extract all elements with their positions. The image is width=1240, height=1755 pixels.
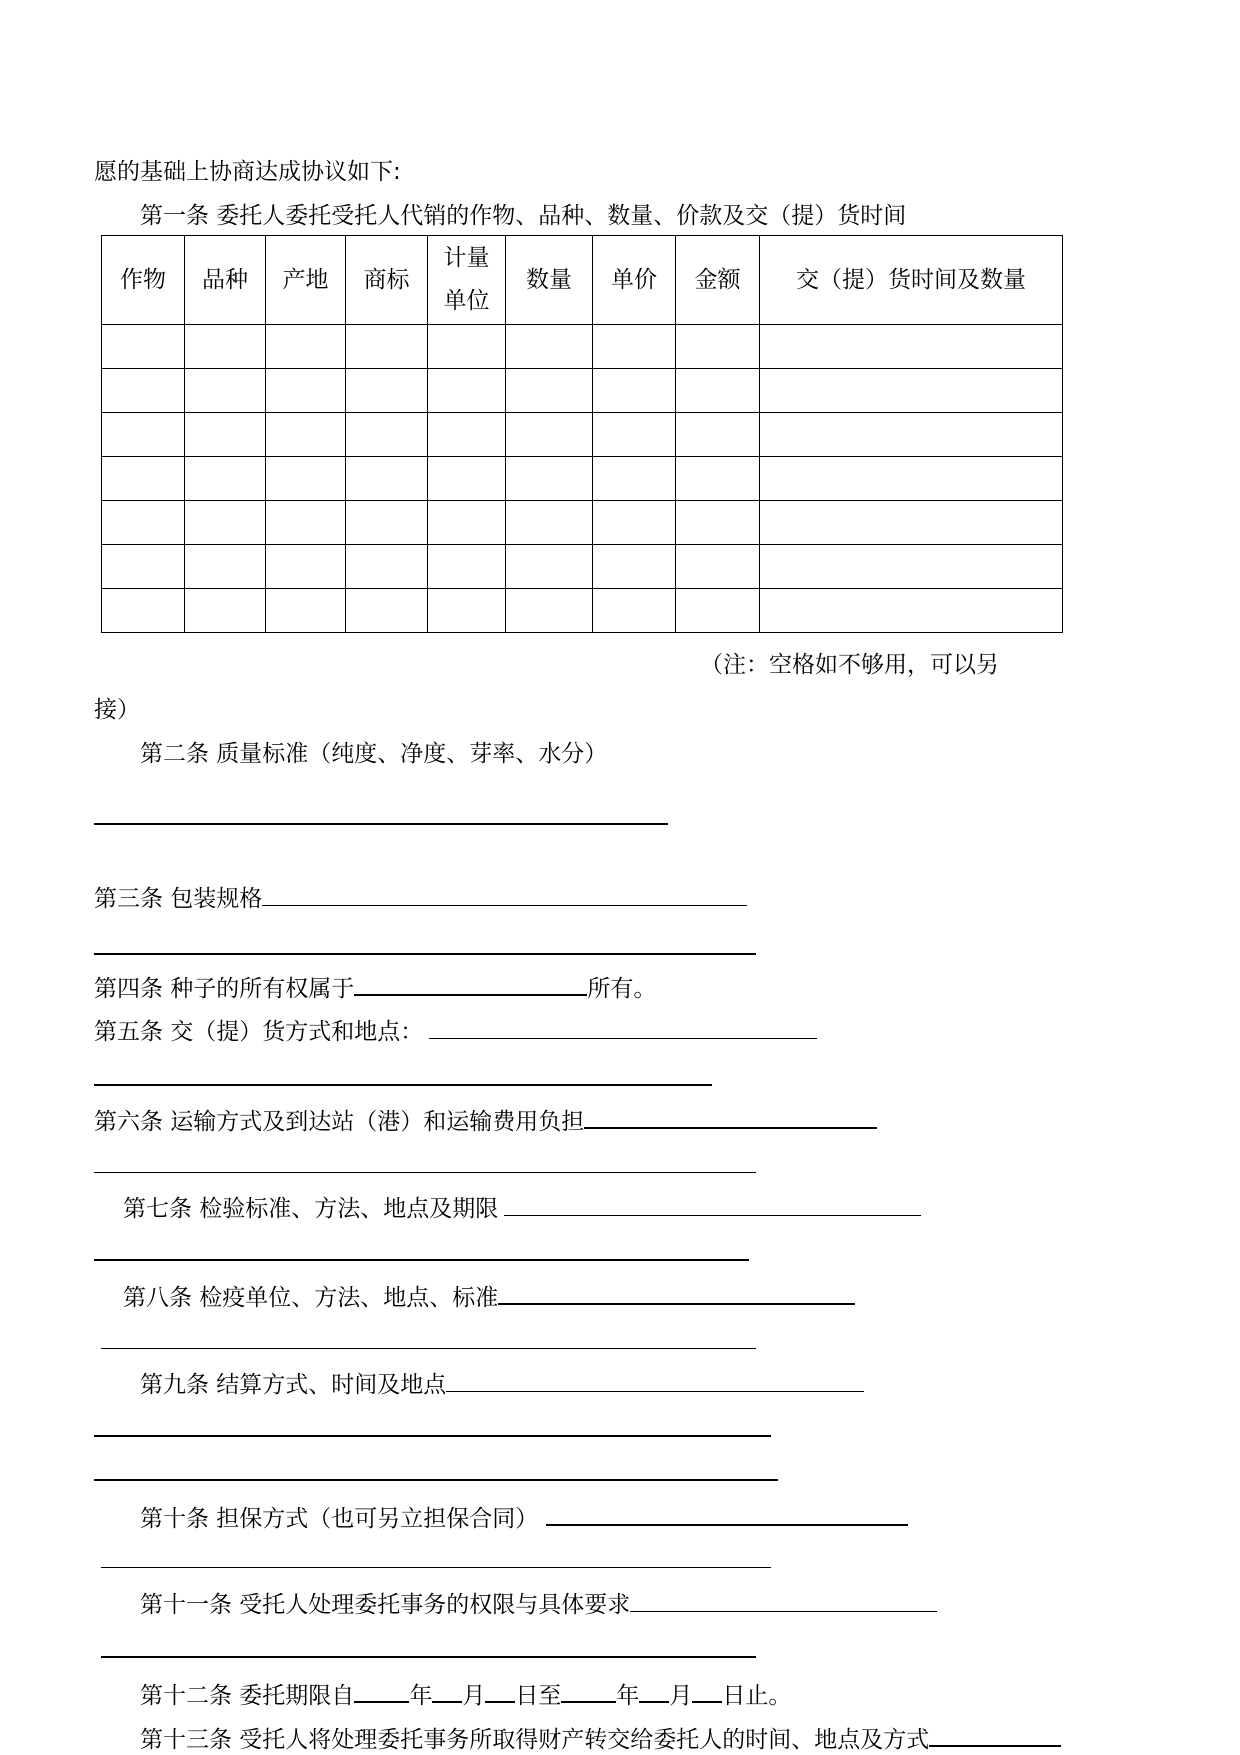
table-cell[interactable] [266,413,346,457]
article-2-heading: 第二条 质量标准（纯度、净度、芽率、水分） [140,741,608,767]
table-cell[interactable] [266,369,346,413]
article-3-fill-line[interactable] [94,953,756,955]
article-4-label: 第四条 种子的所有权属于 [94,976,355,1002]
article-6-line [94,1105,877,1137]
table-cell[interactable] [676,413,760,457]
end-day-label: 日止。 [722,1683,792,1709]
end-year-label: 年 [616,1683,640,1709]
article-6-blank[interactable] [584,1105,877,1129]
note-part-2: 接） [94,697,140,723]
article-7-blank[interactable] [504,1193,921,1216]
table-cell[interactable] [506,369,593,413]
table-cell[interactable] [102,501,185,545]
article-9-label: 第九条 结算方式、时间及地点 [140,1372,447,1398]
header-crop: 作物 [102,236,185,325]
table-cell[interactable] [506,545,593,589]
table-cell[interactable] [346,545,428,589]
article-4-suffix: 所有。 [587,976,657,1002]
header-brand: 商标 [346,236,428,325]
header-quantity: 数量 [506,236,593,325]
table-row [102,545,1063,589]
article-12-prefix: 第十二条 委托期限自 [140,1683,355,1709]
article-11-line [140,1589,937,1620]
header-amount: 金额 [676,236,760,325]
table-cell[interactable] [346,501,428,545]
table-cell[interactable] [676,501,760,545]
article-13-label: 第十三条 受托人将处理委托事务所取得财产转交给委托人的时间、地点及方式 [140,1727,930,1753]
table-cell[interactable] [506,325,593,369]
article-5-fill-line[interactable] [94,1084,712,1086]
table-cell[interactable] [593,545,676,589]
table-cell[interactable] [102,413,185,457]
table-row [102,501,1063,545]
table-cell[interactable] [185,545,266,589]
article-8-fill-line[interactable] [101,1348,756,1349]
table-cell[interactable] [266,325,346,369]
table-cell[interactable] [760,413,1063,457]
table-cell[interactable] [102,545,185,589]
article-8-blank[interactable] [498,1281,855,1305]
table-cell[interactable] [266,589,346,633]
article-10-label: 第十条 担保方式（也可另立担保合同） [140,1506,539,1532]
article-10-fill-line[interactable] [101,1567,771,1568]
table-cell[interactable] [185,589,266,633]
end-year-blank[interactable] [561,1679,616,1703]
article-9-blank[interactable] [446,1369,864,1392]
start-year-blank[interactable] [354,1679,409,1703]
article-10-blank[interactable] [546,1502,908,1526]
table-cell[interactable] [593,413,676,457]
table-cell[interactable] [506,413,593,457]
table-cell[interactable] [102,457,185,501]
article-12-line [140,1679,791,1711]
table-cell[interactable] [760,369,1063,413]
article-13-line [140,1723,1061,1755]
article-8-line [123,1281,855,1313]
table-cell[interactable] [428,457,506,501]
table-cell[interactable] [760,545,1063,589]
article-9-fill-line-1[interactable] [94,1435,771,1437]
table-cell[interactable] [593,369,676,413]
end-day-blank[interactable] [692,1679,722,1703]
table-cell[interactable] [506,457,593,501]
article-1-heading: 第一条 委托人委托受托人代销的作物、品种、数量、价款及交（提）货时间 [140,203,907,229]
table-cell[interactable] [506,501,593,545]
table-cell[interactable] [266,501,346,545]
table-cell[interactable] [102,589,185,633]
table-cell[interactable] [346,413,428,457]
table-row [102,325,1063,369]
table-cell[interactable] [185,457,266,501]
table-row [102,413,1063,457]
table-cell[interactable] [102,325,185,369]
table-cell[interactable] [428,545,506,589]
article-2-fill-line[interactable] [94,823,668,825]
table-cell[interactable] [346,457,428,501]
table-cell[interactable] [428,369,506,413]
article-3-label: 第三条 包装规格 [94,886,263,912]
article-5-line [94,1016,817,1047]
article-5-label: 第五条 交（提）货方式和地点： [94,1019,424,1045]
table-cell[interactable] [676,545,760,589]
header-unit-line2: 单位 [443,288,490,314]
table-cell[interactable] [676,589,760,633]
article-3-blank[interactable] [262,883,747,906]
article-5-blank[interactable] [429,1016,817,1039]
table-cell[interactable] [676,457,760,501]
table-cell[interactable] [346,325,428,369]
table-cell[interactable] [428,413,506,457]
table-cell[interactable] [266,545,346,589]
header-unit [428,236,506,325]
note-part-1: （注：空格如不够用，可以另 [700,652,999,678]
article-9-fill-line-2[interactable] [94,1479,778,1481]
article-3-line [94,883,747,914]
table-row [102,369,1063,413]
table-cell[interactable] [428,325,506,369]
table-cell[interactable] [102,369,185,413]
table-cell[interactable] [676,325,760,369]
intro-line: 愿的基础上协商达成协议如下: [94,159,401,185]
article-11-fill-line[interactable] [101,1656,756,1658]
table-cell[interactable] [760,501,1063,545]
header-unit-line1: 计量 [443,245,490,271]
table-cell[interactable] [760,457,1063,501]
table-cell[interactable] [760,325,1063,369]
table-cell[interactable] [185,325,266,369]
table-cell[interactable] [593,325,676,369]
table-cell[interactable] [428,501,506,545]
start-year-label: 年 [409,1683,433,1709]
table-cell[interactable] [593,457,676,501]
start-month-blank[interactable] [432,1679,462,1703]
article-7-label: 第七条 检验标准、方法、地点及期限 [123,1196,499,1222]
article-7-fill-line[interactable] [94,1259,749,1261]
start-day-blank[interactable] [485,1679,515,1703]
consignment-table [101,235,1063,633]
table-cell[interactable] [593,501,676,545]
article-4-owner-blank[interactable] [354,972,587,996]
table-row [102,457,1063,501]
table-cell[interactable] [185,501,266,545]
table-cell[interactable] [185,369,266,413]
header-unit-price: 单价 [593,236,676,325]
table-header-row [102,236,1063,325]
table-cell[interactable] [760,589,1063,633]
article-7-line [123,1193,921,1224]
article-4-line [94,972,656,1004]
table-cell[interactable] [185,413,266,457]
article-6-fill-line[interactable] [94,1172,756,1173]
article-9-line [140,1369,864,1400]
header-origin: 产地 [266,236,346,325]
article-11-blank[interactable] [630,1589,937,1612]
article-10-line [140,1502,908,1534]
table-cell[interactable] [676,369,760,413]
end-month-label: 月 [669,1683,693,1709]
start-day-label: 日至 [515,1683,562,1709]
article-6-label: 第六条 运输方式及到达站（港）和运输费用负担 [94,1109,585,1135]
start-month-label: 月 [462,1683,486,1709]
table-cell[interactable] [593,589,676,633]
table-cell[interactable] [506,589,593,633]
article-11-label: 第十一条 受托人处理委托事务的权限与具体要求 [140,1592,631,1618]
table-cell[interactable] [428,589,506,633]
header-delivery-time: 交（提）货时间及数量 [760,236,1063,325]
end-month-blank[interactable] [639,1679,669,1703]
article-13-blank[interactable] [929,1723,1061,1747]
header-variety: 品种 [185,236,266,325]
table-row [102,589,1063,633]
table-cell[interactable] [346,369,428,413]
table-cell[interactable] [266,457,346,501]
article-8-label: 第八条 检疫单位、方法、地点、标准 [123,1285,499,1311]
table-cell[interactable] [346,589,428,633]
